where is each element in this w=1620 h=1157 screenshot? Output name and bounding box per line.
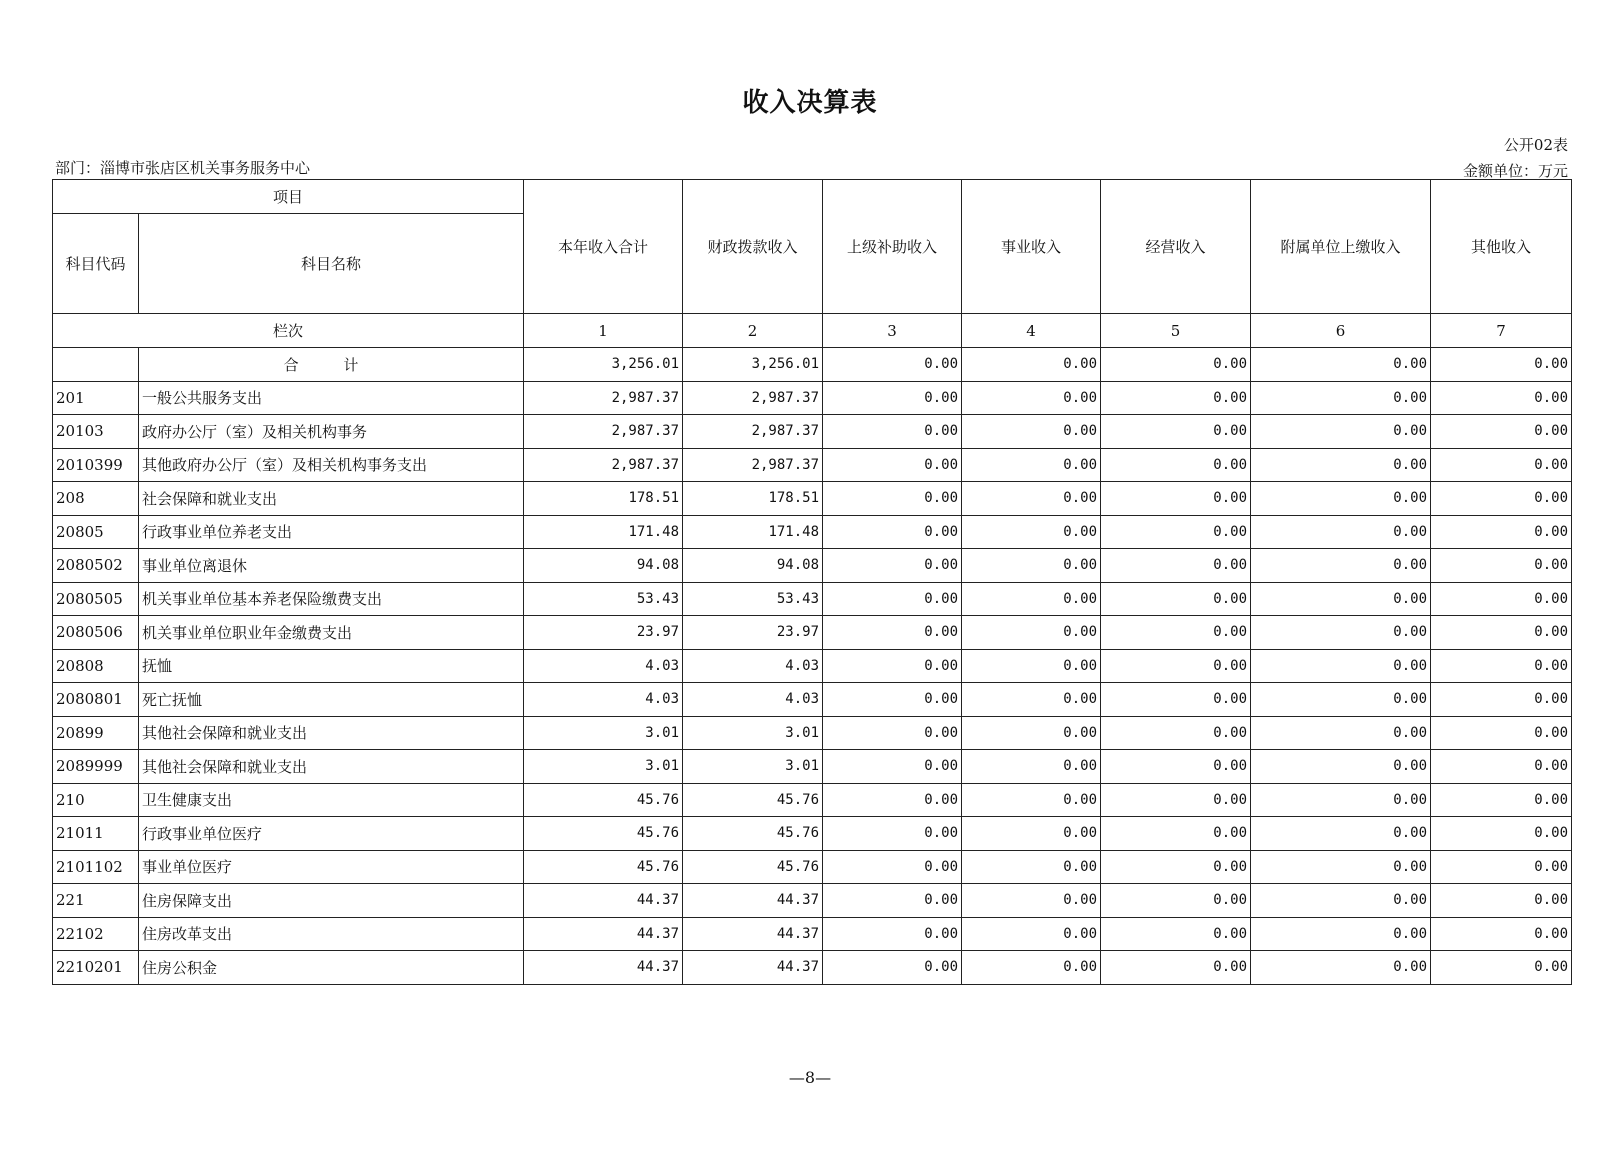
- amount-cell: 0.00: [1101, 917, 1251, 951]
- subject-code: 208: [53, 482, 139, 516]
- index-number: 5: [1101, 314, 1251, 348]
- index-number: 1: [524, 314, 683, 348]
- amount-cell: 0.00: [823, 549, 962, 583]
- amount-cell: 0.00: [962, 817, 1101, 851]
- amount-cell: 0.00: [1101, 515, 1251, 549]
- table-row: [53, 482, 1572, 516]
- amount-cell: 0.00: [823, 683, 962, 717]
- subject-code: 2010399: [53, 448, 139, 482]
- header-col-fiscal: 财政拨款收入: [683, 180, 823, 314]
- total-value: 3,256.01: [683, 348, 823, 382]
- amount-cell: 45.76: [683, 850, 823, 884]
- amount-cell: 0.00: [823, 515, 962, 549]
- amount-cell: 0.00: [1251, 415, 1431, 449]
- index-number: 3: [823, 314, 962, 348]
- amount-cell: 0.00: [1431, 415, 1572, 449]
- header-row-item: [53, 180, 1572, 214]
- index-label: 栏次: [53, 314, 524, 348]
- amount-cell: 0.00: [1431, 482, 1572, 516]
- amount-cell: 171.48: [524, 515, 683, 549]
- index-row: [53, 314, 1572, 348]
- subject-name: 社会保障和就业支出: [139, 482, 524, 516]
- amount-cell: 94.08: [683, 549, 823, 583]
- subject-name: 一般公共服务支出: [139, 381, 524, 415]
- header-col-operating: 经营收入: [1101, 180, 1251, 314]
- amount-cell: 2,987.37: [683, 415, 823, 449]
- amount-cell: 0.00: [962, 582, 1101, 616]
- table-row: [53, 716, 1572, 750]
- amount-cell: 0.00: [823, 817, 962, 851]
- table-row: [53, 415, 1572, 449]
- subject-code: 20103: [53, 415, 139, 449]
- subject-name: 抚恤: [139, 649, 524, 683]
- subject-code: 20899: [53, 716, 139, 750]
- total-value: 0.00: [1101, 348, 1251, 382]
- subject-code: 2089999: [53, 750, 139, 784]
- amount-cell: 4.03: [524, 683, 683, 717]
- table-row: [53, 683, 1572, 717]
- subject-name: 机关事业单位职业年金缴费支出: [139, 616, 524, 650]
- subject-code: 20808: [53, 649, 139, 683]
- subject-name: 事业单位医疗: [139, 850, 524, 884]
- subject-code: 20805: [53, 515, 139, 549]
- amount-cell: 0.00: [823, 381, 962, 415]
- total-code-cell: [53, 348, 139, 382]
- amount-cell: 0.00: [823, 884, 962, 918]
- amount-unit-label: 金额单位：万元: [1462, 162, 1568, 180]
- amount-cell: 3.01: [683, 750, 823, 784]
- amount-cell: 0.00: [1431, 783, 1572, 817]
- subject-name: 住房改革支出: [139, 917, 524, 951]
- subject-name: 行政事业单位医疗: [139, 817, 524, 851]
- subject-name: 卫生健康支出: [139, 783, 524, 817]
- amount-cell: 53.43: [524, 582, 683, 616]
- table-row: [53, 448, 1572, 482]
- amount-cell: 0.00: [1101, 448, 1251, 482]
- index-number: 7: [1431, 314, 1572, 348]
- amount-cell: 0.00: [962, 951, 1101, 985]
- amount-cell: 0.00: [1431, 381, 1572, 415]
- amount-cell: 0.00: [962, 917, 1101, 951]
- table-row: [53, 817, 1572, 851]
- amount-cell: 0.00: [1101, 783, 1251, 817]
- income-statement-table: [52, 179, 1572, 985]
- amount-cell: 44.37: [683, 951, 823, 985]
- table-row: [53, 515, 1572, 549]
- amount-cell: 44.37: [683, 917, 823, 951]
- amount-cell: 0.00: [823, 482, 962, 516]
- table-row: [53, 381, 1572, 415]
- amount-cell: 171.48: [683, 515, 823, 549]
- amount-cell: 0.00: [962, 716, 1101, 750]
- amount-cell: 0.00: [962, 448, 1101, 482]
- total-value: 0.00: [1251, 348, 1431, 382]
- amount-cell: 0.00: [962, 415, 1101, 449]
- total-value: 3,256.01: [524, 348, 683, 382]
- amount-cell: 3.01: [524, 750, 683, 784]
- amount-cell: 0.00: [1251, 381, 1431, 415]
- amount-cell: 0.00: [1251, 817, 1431, 851]
- amount-cell: 0.00: [962, 616, 1101, 650]
- subject-name: 其他政府办公厅（室）及相关机构事务支出: [139, 448, 524, 482]
- amount-cell: 0.00: [1431, 582, 1572, 616]
- amount-cell: 0.00: [1101, 951, 1251, 985]
- index-number: 6: [1251, 314, 1431, 348]
- amount-cell: 0.00: [1431, 817, 1572, 851]
- table-row: [53, 649, 1572, 683]
- amount-cell: 2,987.37: [524, 381, 683, 415]
- amount-cell: 0.00: [1251, 482, 1431, 516]
- amount-cell: 0.00: [1431, 884, 1572, 918]
- amount-cell: 0.00: [1251, 582, 1431, 616]
- amount-cell: 0.00: [823, 716, 962, 750]
- amount-cell: 0.00: [962, 482, 1101, 516]
- amount-cell: 0.00: [1431, 683, 1572, 717]
- amount-cell: 0.00: [962, 381, 1101, 415]
- amount-cell: 2,987.37: [683, 448, 823, 482]
- amount-cell: 45.76: [524, 817, 683, 851]
- amount-cell: 0.00: [1101, 649, 1251, 683]
- amount-cell: 3.01: [683, 716, 823, 750]
- total-value: 0.00: [1431, 348, 1572, 382]
- header-code: 科目代码: [53, 214, 139, 314]
- total-row: [53, 348, 1572, 382]
- amount-cell: 0.00: [1101, 415, 1251, 449]
- amount-cell: 0.00: [1251, 951, 1431, 985]
- amount-cell: 44.37: [524, 917, 683, 951]
- amount-cell: 0.00: [1251, 917, 1431, 951]
- amount-cell: 0.00: [1431, 951, 1572, 985]
- amount-cell: 44.37: [524, 884, 683, 918]
- subject-code: 2101102: [53, 850, 139, 884]
- total-value: 0.00: [823, 348, 962, 382]
- amount-cell: 0.00: [823, 582, 962, 616]
- amount-cell: 0.00: [1101, 716, 1251, 750]
- amount-cell: 0.00: [962, 549, 1101, 583]
- total-label: 合 计: [139, 348, 524, 382]
- subject-code: 2080506: [53, 616, 139, 650]
- amount-cell: 0.00: [823, 917, 962, 951]
- subject-name: 死亡抚恤: [139, 683, 524, 717]
- amount-cell: 0.00: [1431, 716, 1572, 750]
- header-col-affiliated: 附属单位上缴收入: [1251, 180, 1431, 314]
- amount-cell: 0.00: [1101, 549, 1251, 583]
- amount-cell: 0.00: [1431, 549, 1572, 583]
- amount-cell: 0.00: [1251, 448, 1431, 482]
- header-col-total: 本年收入合计: [524, 180, 683, 314]
- amount-cell: 0.00: [823, 951, 962, 985]
- amount-cell: 4.03: [524, 649, 683, 683]
- amount-cell: 3.01: [524, 716, 683, 750]
- amount-cell: 0.00: [962, 884, 1101, 918]
- table-row: [53, 549, 1572, 583]
- header-name: 科目名称: [139, 214, 524, 314]
- amount-cell: 0.00: [823, 783, 962, 817]
- amount-cell: 0.00: [962, 683, 1101, 717]
- amount-cell: 0.00: [962, 850, 1101, 884]
- amount-cell: 178.51: [524, 482, 683, 516]
- subject-name: 行政事业单位养老支出: [139, 515, 524, 549]
- amount-cell: 53.43: [683, 582, 823, 616]
- page-title: 收入决算表: [742, 88, 878, 118]
- amount-cell: 0.00: [1101, 817, 1251, 851]
- subject-name: 住房公积金: [139, 951, 524, 985]
- amount-cell: 4.03: [683, 649, 823, 683]
- header-col-superior-subsidy: 上级补助收入: [823, 180, 962, 314]
- amount-cell: 0.00: [823, 448, 962, 482]
- table-row: [53, 884, 1572, 918]
- amount-cell: 0.00: [1101, 850, 1251, 884]
- subject-code: 221: [53, 884, 139, 918]
- subject-code: 210: [53, 783, 139, 817]
- amount-cell: 0.00: [1431, 616, 1572, 650]
- amount-cell: 0.00: [1251, 616, 1431, 650]
- subject-code: 2210201: [53, 951, 139, 985]
- amount-cell: 0.00: [1251, 649, 1431, 683]
- total-value: 0.00: [962, 348, 1101, 382]
- form-number: 公开02表: [1503, 136, 1568, 154]
- index-number: 4: [962, 314, 1101, 348]
- subject-name: 事业单位离退休: [139, 549, 524, 583]
- amount-cell: 2,987.37: [683, 381, 823, 415]
- amount-cell: 178.51: [683, 482, 823, 516]
- subject-name: 其他社会保障和就业支出: [139, 750, 524, 784]
- amount-cell: 0.00: [1251, 783, 1431, 817]
- table-row: [53, 951, 1572, 985]
- amount-cell: 45.76: [524, 850, 683, 884]
- amount-cell: 0.00: [823, 415, 962, 449]
- amount-cell: 0.00: [1431, 649, 1572, 683]
- header-col-other: 其他收入: [1431, 180, 1572, 314]
- index-number: 2: [683, 314, 823, 348]
- amount-cell: 0.00: [823, 616, 962, 650]
- amount-cell: 45.76: [683, 783, 823, 817]
- amount-cell: 0.00: [1431, 515, 1572, 549]
- department-label: 部门：淄博市张店区机关事务服务中心: [55, 159, 311, 177]
- amount-cell: 0.00: [823, 850, 962, 884]
- amount-cell: 0.00: [962, 515, 1101, 549]
- amount-cell: 2,987.37: [524, 448, 683, 482]
- amount-cell: 0.00: [1101, 582, 1251, 616]
- amount-cell: 0.00: [823, 750, 962, 784]
- amount-cell: 0.00: [1101, 683, 1251, 717]
- amount-cell: 23.97: [524, 616, 683, 650]
- subject-code: 2080502: [53, 549, 139, 583]
- amount-cell: 0.00: [1101, 884, 1251, 918]
- amount-cell: 0.00: [823, 649, 962, 683]
- amount-cell: 0.00: [1431, 750, 1572, 784]
- amount-cell: 0.00: [1101, 482, 1251, 516]
- amount-cell: 0.00: [1101, 750, 1251, 784]
- amount-cell: 2,987.37: [524, 415, 683, 449]
- amount-cell: 0.00: [1251, 850, 1431, 884]
- amount-cell: 0.00: [1431, 448, 1572, 482]
- table-row: [53, 616, 1572, 650]
- table-row: [53, 783, 1572, 817]
- subject-code: 2080505: [53, 582, 139, 616]
- amount-cell: 0.00: [1101, 616, 1251, 650]
- table-row: [53, 850, 1572, 884]
- amount-cell: 94.08: [524, 549, 683, 583]
- subject-name: 其他社会保障和就业支出: [139, 716, 524, 750]
- amount-cell: 0.00: [1101, 381, 1251, 415]
- amount-cell: 4.03: [683, 683, 823, 717]
- amount-cell: 44.37: [524, 951, 683, 985]
- table-row: [53, 582, 1572, 616]
- subject-name: 政府办公厅（室）及相关机构事务: [139, 415, 524, 449]
- amount-cell: 0.00: [1431, 917, 1572, 951]
- amount-cell: 0.00: [1431, 850, 1572, 884]
- page-number: —8—: [788, 1068, 832, 1087]
- amount-cell: 0.00: [1251, 884, 1431, 918]
- amount-cell: 0.00: [1251, 750, 1431, 784]
- amount-cell: 0.00: [1251, 683, 1431, 717]
- amount-cell: 0.00: [1251, 549, 1431, 583]
- amount-cell: 45.76: [524, 783, 683, 817]
- subject-code: 2080801: [53, 683, 139, 717]
- subject-code: 201: [53, 381, 139, 415]
- table-row: [53, 917, 1572, 951]
- subject-code: 21011: [53, 817, 139, 851]
- table-row: [53, 750, 1572, 784]
- header-item: 项目: [53, 180, 524, 214]
- subject-name: 机关事业单位基本养老保险缴费支出: [139, 582, 524, 616]
- header-col-business: 事业收入: [962, 180, 1101, 314]
- subject-name: 住房保障支出: [139, 884, 524, 918]
- amount-cell: 0.00: [962, 783, 1101, 817]
- amount-cell: 45.76: [683, 817, 823, 851]
- amount-cell: 23.97: [683, 616, 823, 650]
- amount-cell: 0.00: [962, 750, 1101, 784]
- amount-cell: 44.37: [683, 884, 823, 918]
- subject-code: 22102: [53, 917, 139, 951]
- amount-cell: 0.00: [1251, 716, 1431, 750]
- amount-cell: 0.00: [962, 649, 1101, 683]
- amount-cell: 0.00: [1251, 515, 1431, 549]
